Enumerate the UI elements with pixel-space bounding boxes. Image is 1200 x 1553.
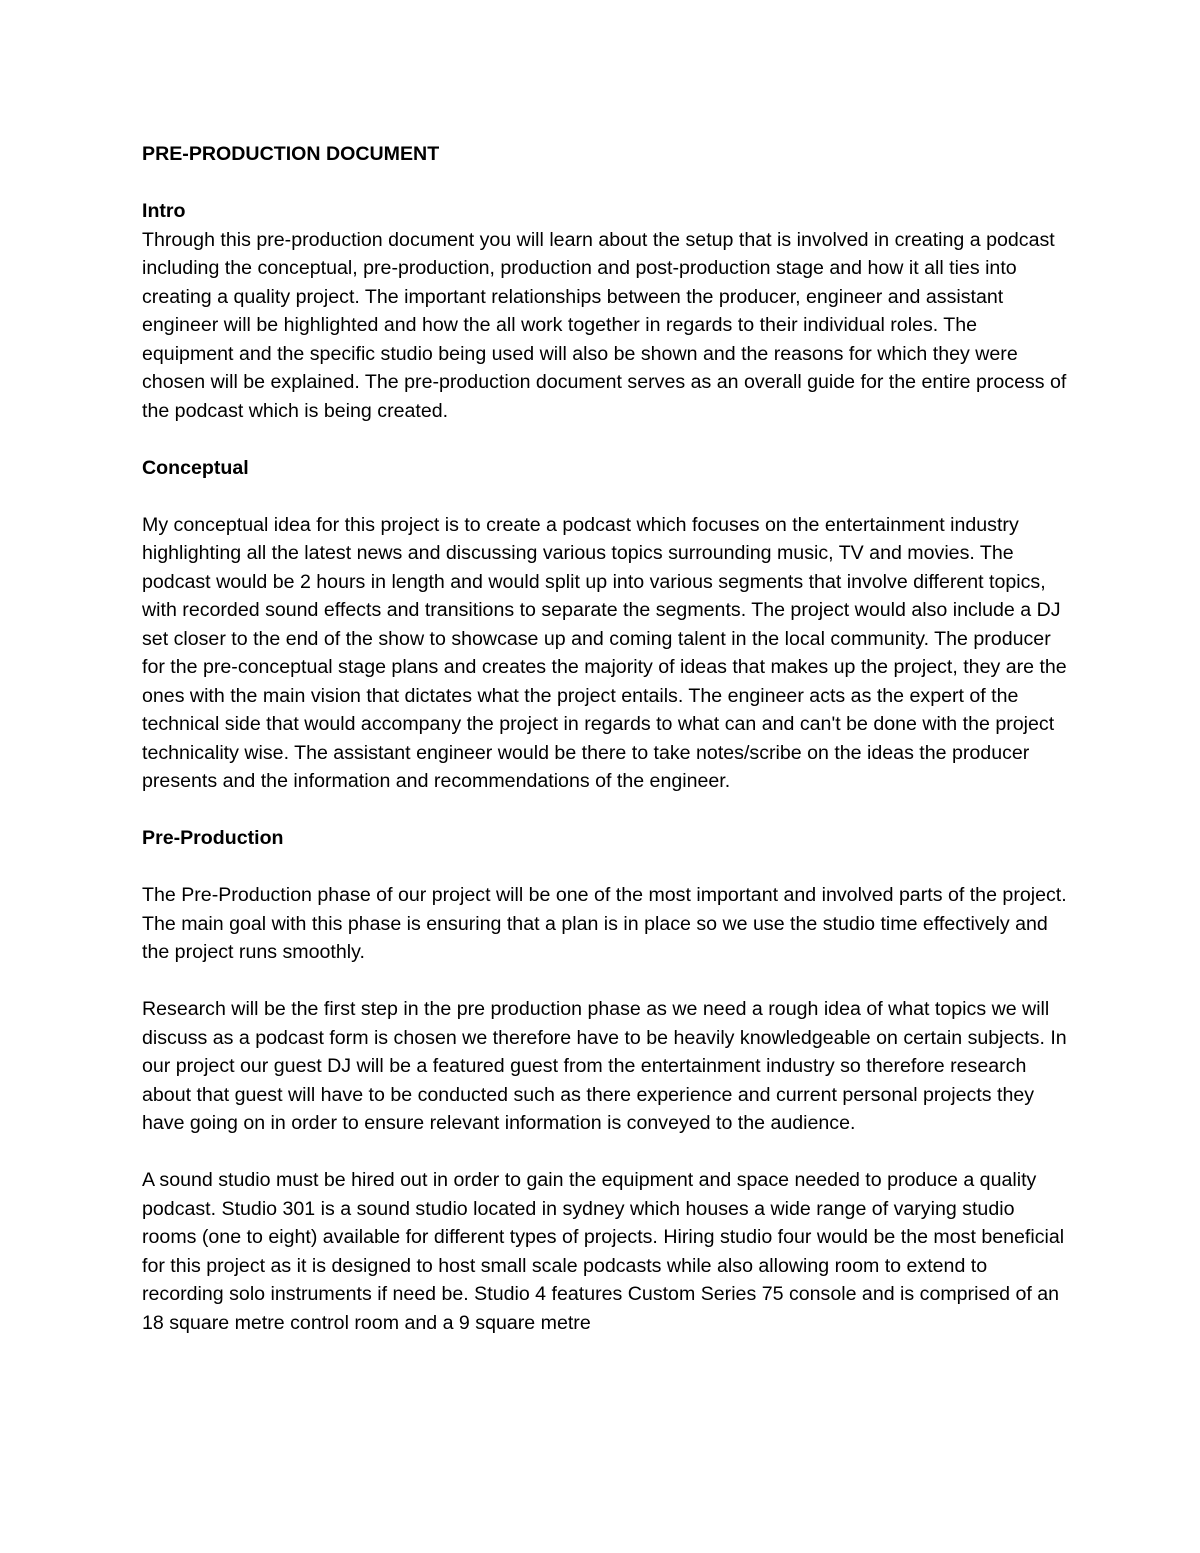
- section-heading-pre-production: Pre-Production: [142, 827, 284, 849]
- pre-production-paragraph: Research will be the first step in the pre production phase as we need a rough idea of what topics we will discuss as a podcast form is chosen we therefore have to be heavily knowledgeable on certain subjects. In our project our guest DJ will be a featured guest from the entertainment industry so therefore research about that guest will have to be conducted such as there experience and current personal projects they have going on in order to ensure relevant information is conveyed to the audience.: [142, 998, 1067, 1134]
- conceptual-paragraph: My conceptual idea for this project is to create a podcast which focuses on the entertainment industry highlighting all the latest news and discussing various topics surrounding music, TV and movies. The podcast would be 2 hours in length and would split up into various segments that involve different topics, with recorded sound effects and transitions to separate the segments. The project would also include a DJ set closer to the end of the show to showcase up and coming talent in the local community. The producer for the pre-conceptual stage plans and creates the majority of ideas that makes up the project, they are the ones with the main vision that dictates what the project entails. The engineer acts as the expert of the technical side that would accompany the project in regards to what can and can't be done with the project technicality wise. The assistant engineer would be there to take notes/scribe on the ideas the producer presents and the information and recommendations of the engineer.: [142, 513, 1067, 792]
- intro-paragraph: Through this pre-production document you will learn about the setup that is involved in creating a podcast including the conceptual, pre-production, production and post-production stage and how it all ties into creating a quality project. The important relationships between the producer, engineer and assistant engineer will be highlighted and how the all work together in regards to their individual roles. The equipment and the specific studio being used will also be shown and the reasons for which they were chosen will be explained. The pre-production document serves as an overall guide for the entire process of the podcast which is being created.: [142, 228, 1067, 422]
- document-title: PRE-PRODUCTION DOCUMENT: [142, 143, 440, 165]
- section-heading-intro: Intro: [142, 200, 186, 222]
- document-body: [142, 140, 1072, 1366]
- pre-production-paragraph: A sound studio must be hired out in order to gain the equipment and space needed to produce a quality podcast. Studio 301 is a sound studio located in sydney which houses a wide range of varying studio rooms (one to eight) available for different types of projects. Hiring studio four would be the most beneficial for this project as it is designed to host small scale podcasts while also allowing room to extend to recording solo instruments if need be. Studio 4 features Custom Series 75 console and is comprised of an 18 square metre control room and a 9 square metre: [142, 1169, 1065, 1334]
- section-heading-conceptual: Conceptual: [142, 456, 249, 479]
- pre-production-paragraph: The Pre-Production phase of our project will be one of the most important and involved parts of the project. The main goal with this phase is ensuring that a plan is in place so we use the studio time effectively and the project runs smoothly.: [142, 884, 1067, 963]
